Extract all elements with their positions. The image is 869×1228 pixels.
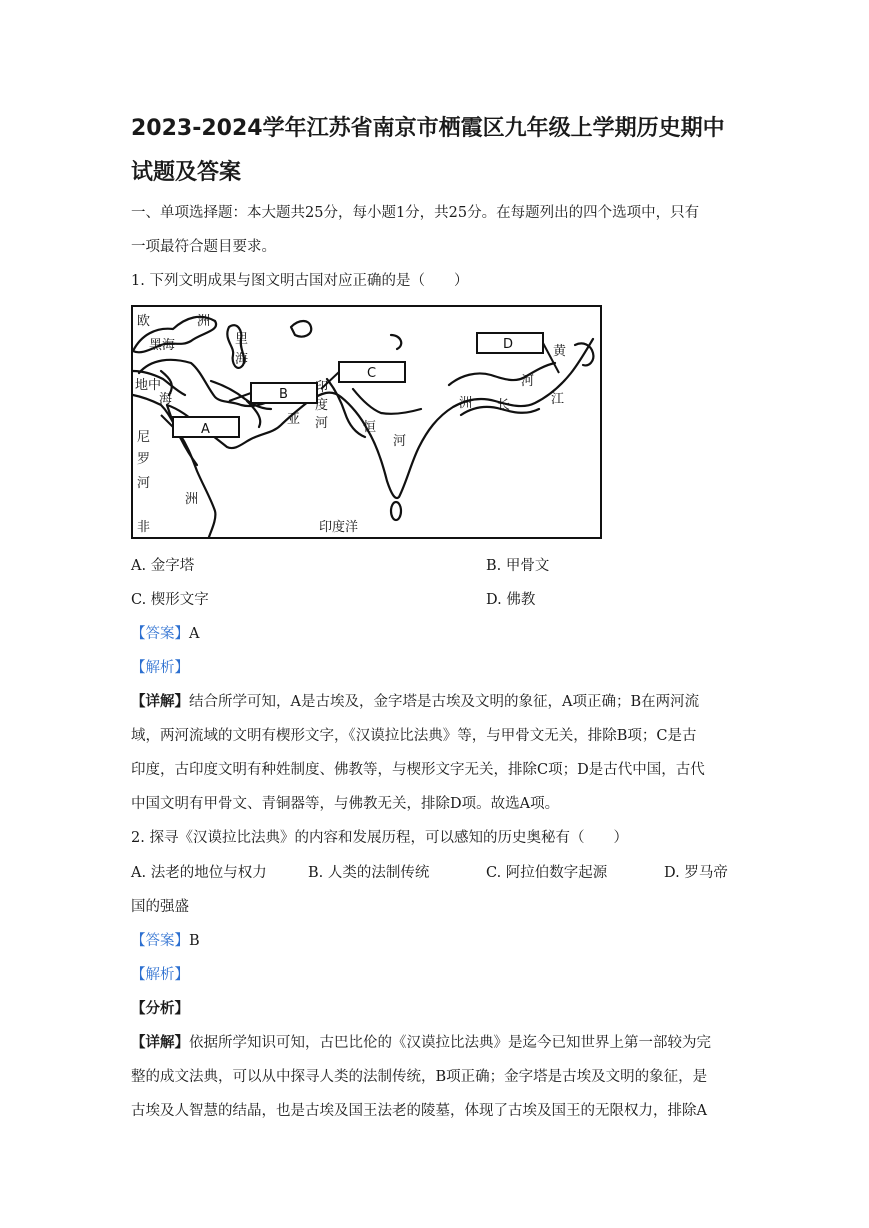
label-indus-he: 河 xyxy=(315,416,329,431)
label-europe-ou: 欧 xyxy=(137,314,151,329)
question-1-detail-line4: 中国文明有甲骨文、青铜器等，与佛教无关，排除D项。故选A项。 xyxy=(131,796,560,812)
question-1-analysis-tag: 【解析】 xyxy=(131,660,189,676)
question-2-option-a: A. 法老的地位与权力 xyxy=(131,865,267,881)
label-med-hai: 海 xyxy=(159,392,173,407)
label-box-c: C xyxy=(367,366,377,381)
answer-value: B xyxy=(189,933,200,949)
question-2-analysis-tag: 【解析】 xyxy=(131,967,189,983)
question-1-option-b: B. 甲骨文 xyxy=(486,558,550,574)
question-1-option-d: D. 佛教 xyxy=(486,592,536,608)
label-caspian-hai: 海 xyxy=(235,352,249,367)
label-caspian-li: 里 xyxy=(235,332,249,347)
document-title-line2: 试题及答案 xyxy=(131,160,242,185)
question-1-option-c: C. 楔形文字 xyxy=(131,592,209,608)
question-2-answer xyxy=(131,932,200,950)
detail-text: 依据所学知识可知，古巴比伦的《汉谟拉比法典》是迄今已知世界上第一部较为完 xyxy=(189,1035,711,1051)
detail-text: 结合所学可知，A是古埃及，金字塔是古埃及文明的象征，A项正确；B在两河流 xyxy=(189,694,700,710)
ancient-civilizations-map xyxy=(131,305,602,539)
question-2-option-c: C. 阿拉伯数字起源 xyxy=(486,865,608,881)
label-europe-zhou: 洲 xyxy=(197,314,211,329)
label-yellow-he: 河 xyxy=(521,374,535,389)
question-1-detail-line1 xyxy=(131,693,699,711)
label-huang: 黄 xyxy=(553,344,567,359)
label-africa-fei: 非 xyxy=(137,520,151,535)
label-africa-zhou: 洲 xyxy=(185,492,199,507)
label-black-sea: 黑海 xyxy=(149,338,176,353)
label-indus-yin: 印 xyxy=(315,380,329,395)
label-yangtze-chang: 长 xyxy=(497,398,511,413)
label-ganges-heng: 恒 xyxy=(363,420,377,435)
question-2-option-d: D. 罗马帝 xyxy=(664,865,728,881)
section-instruction-line2: 一项最符合题目要求。 xyxy=(131,239,276,255)
answer-tag: 【答案】 xyxy=(131,933,189,949)
label-med-di: 地中 xyxy=(135,378,162,393)
label-asia-ya: 亚 xyxy=(287,412,301,427)
question-1-stem: 1. 下列文明成果与图文明古国对应正确的是（ ） xyxy=(131,273,469,289)
label-ganges-he: 河 xyxy=(393,434,407,449)
label-asia-zhou: 洲 xyxy=(459,396,473,411)
question-2-detail-line2: 整的成文法典，可以从中探寻人类的法制传统，B项正确；金字塔是古埃及文明的象征，是 xyxy=(131,1069,708,1085)
section-instruction-line1: 一、单项选择题：本大题共25分，每小题1分，共25分。在每题列出的四个选项中，只有 xyxy=(131,205,700,221)
answer-value: A xyxy=(189,626,200,642)
question-2-detail-line1 xyxy=(131,1034,711,1052)
question-2-option-wrap: 国的强盛 xyxy=(131,899,189,915)
label-box-a: A xyxy=(201,422,210,437)
question-1-detail-line2: 域，两河流域的文明有楔形文字，《汉谟拉比法典》等，与甲骨文无关，排除B项；C是古 xyxy=(131,728,697,744)
question-2-fenxi-tag: 【分析】 xyxy=(131,1000,189,1017)
question-1-answer xyxy=(131,625,199,643)
label-nile-ni: 尼 xyxy=(137,430,151,445)
label-indus-du: 度 xyxy=(315,398,329,413)
detail-tag: 【详解】 xyxy=(131,693,189,710)
question-2-stem: 2. 探寻《汉谟拉比法典》的内容和发展历程，可以感知的历史奥秘有（ ） xyxy=(131,830,628,846)
label-nile-luo: 罗 xyxy=(137,452,151,467)
label-indian-ocean: 印度洋 xyxy=(319,520,359,535)
label-box-d: D xyxy=(503,337,514,352)
document-title-line1: 2023-2024学年江苏省南京市栖霞区九年级上学期历史期中 xyxy=(131,116,725,141)
label-box-b: B xyxy=(279,387,288,402)
question-2-detail-line3: 古埃及人智慧的结晶，也是古埃及国王法老的陵墓，体现了古埃及国王的无限权力，排除A xyxy=(131,1103,707,1119)
question-1-option-a: A. 金字塔 xyxy=(131,558,195,574)
detail-tag: 【详解】 xyxy=(131,1034,189,1051)
label-nile-he: 河 xyxy=(137,476,151,491)
label-yangtze-jiang: 江 xyxy=(551,392,565,407)
question-1-detail-line3: 印度，古印度文明有种姓制度、佛教等，与楔形文字无关，排除C项；D是古代中国，古代 xyxy=(131,762,705,778)
answer-tag: 【答案】 xyxy=(131,626,189,642)
question-2-option-b: B. 人类的法制传统 xyxy=(308,865,430,881)
